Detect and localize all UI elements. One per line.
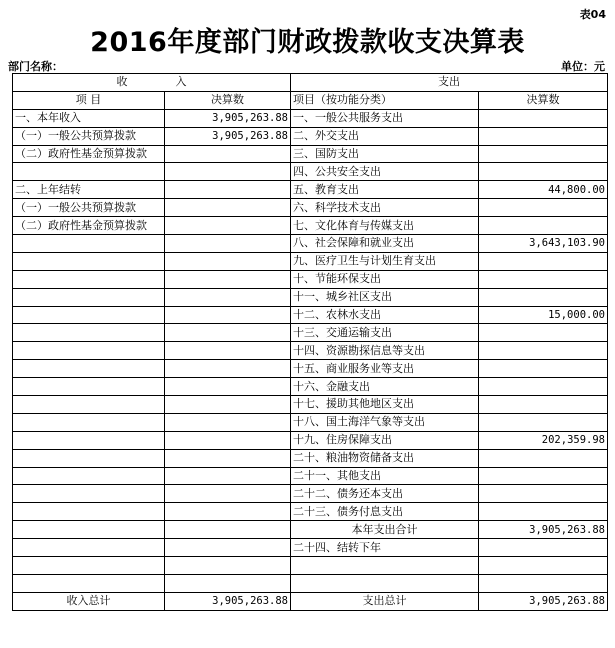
income-amount-cell	[165, 163, 291, 181]
expense-amount-cell	[479, 378, 608, 396]
department-name-label: 部门名称：	[8, 60, 63, 73]
table-row	[13, 574, 608, 592]
table-row	[13, 503, 608, 521]
expense-item-cell: 七、文化体育与传媒支出	[291, 217, 479, 235]
income-amount-cell	[165, 485, 291, 503]
table-row	[13, 413, 608, 431]
table-row	[13, 145, 608, 163]
income-item-cell: 一、本年收入	[13, 109, 165, 127]
expense-item-cell: 三、国防支出	[291, 145, 479, 163]
income-item-cell	[13, 378, 165, 396]
income-item-cell: 二、上年结转	[13, 181, 165, 199]
expense-amount-cell	[479, 217, 608, 235]
income-amount-cell	[165, 145, 291, 163]
income-item-cell	[13, 324, 165, 342]
expense-item-cell: 一、一般公共服务支出	[291, 109, 479, 127]
expense-item-cell: 九、医疗卫生与计划生育支出	[291, 252, 479, 270]
expense-amount-cell	[479, 324, 608, 342]
expense-item-cell: 十四、资源勘探信息等支出	[291, 342, 479, 360]
expense-amount-cell	[479, 574, 608, 592]
expense-amount-cell	[479, 270, 608, 288]
expense-item-cell	[291, 557, 479, 575]
table-row	[13, 270, 608, 288]
expense-item-cell: 八、社会保障和就业支出	[291, 235, 479, 253]
budget-table	[12, 73, 608, 611]
income-item-cell	[13, 485, 165, 503]
expense-amount-cell: 44,800.00	[479, 181, 608, 199]
income-amount-cell	[165, 235, 291, 253]
income-amount-cell	[165, 306, 291, 324]
income-item-cell: （二）政府性基金预算拨款	[13, 145, 165, 163]
income-item-cell	[13, 270, 165, 288]
income-item-cell	[13, 235, 165, 253]
expense-item-cell: 四、公共安全支出	[291, 163, 479, 181]
expense-total-amount: 3,905,263.88	[479, 592, 608, 610]
income-item-cell	[13, 163, 165, 181]
table-row	[13, 539, 608, 557]
income-item-header: 项 目	[13, 91, 165, 109]
income-total-label: 收入总计	[13, 592, 165, 610]
income-amount-cell	[165, 378, 291, 396]
income-section-header	[13, 74, 291, 92]
income-item-cell	[13, 449, 165, 467]
table-row	[13, 449, 608, 467]
expense-item-cell: 十三、交通运输支出	[291, 324, 479, 342]
expense-item-cell: 十、节能环保支出	[291, 270, 479, 288]
income-section-char-1: 收	[116, 75, 128, 89]
expense-amount-cell	[479, 199, 608, 217]
table-row	[13, 199, 608, 217]
income-amount-cell	[165, 521, 291, 539]
income-item-cell	[13, 396, 165, 414]
income-amount-cell	[165, 324, 291, 342]
expense-amount-cell	[479, 557, 608, 575]
income-amount-cell	[165, 574, 291, 592]
expense-item-cell: 十六、金融支出	[291, 378, 479, 396]
expense-amount-cell	[479, 413, 608, 431]
expense-item-cell: 二十二、债务还本支出	[291, 485, 479, 503]
expense-amount-cell	[479, 288, 608, 306]
expense-item-cell: 十五、商业服务业等支出	[291, 360, 479, 378]
expense-total-label: 支出总计	[291, 592, 479, 610]
income-amount-cell	[165, 539, 291, 557]
income-total-amount: 3,905,263.88	[165, 592, 291, 610]
income-item-cell: （一）一般公共预算拨款	[13, 199, 165, 217]
income-amount-cell	[165, 467, 291, 485]
table-row	[13, 324, 608, 342]
income-amount-cell: 3,905,263.88	[165, 127, 291, 145]
expense-amount-header: 决算数	[479, 91, 608, 109]
expense-item-cell: 二十三、债务付息支出	[291, 503, 479, 521]
income-amount-cell: 3,905,263.88	[165, 109, 291, 127]
expense-amount-cell	[479, 163, 608, 181]
expense-amount-cell: 202,359.98	[479, 431, 608, 449]
income-item-cell	[13, 413, 165, 431]
expense-item-cell: 五、教育支出	[291, 181, 479, 199]
expense-amount-cell	[479, 252, 608, 270]
expense-item-cell	[291, 574, 479, 592]
expense-amount-cell: 3,905,263.88	[479, 521, 608, 539]
income-section-char-2: 入	[175, 75, 187, 89]
income-item-cell	[13, 467, 165, 485]
expense-item-cell: 十二、农林水支出	[291, 306, 479, 324]
income-item-cell	[13, 503, 165, 521]
income-item-cell	[13, 306, 165, 324]
income-item-cell	[13, 360, 165, 378]
expense-amount-cell: 3,643,103.90	[479, 235, 608, 253]
table-row	[13, 467, 608, 485]
expense-amount-cell	[479, 503, 608, 521]
income-item-cell	[13, 557, 165, 575]
expense-item-cell: 二十一、其他支出	[291, 467, 479, 485]
income-item-cell	[13, 342, 165, 360]
income-amount-cell	[165, 431, 291, 449]
income-item-cell	[13, 539, 165, 557]
income-item-cell: （二）政府性基金预算拨款	[13, 217, 165, 235]
income-amount-cell	[165, 342, 291, 360]
table-row	[13, 235, 608, 253]
expense-amount-cell	[479, 127, 608, 145]
expense-amount-cell	[479, 485, 608, 503]
income-amount-cell	[165, 557, 291, 575]
expense-item-cell: 二十、粮油物资储备支出	[291, 449, 479, 467]
table-row	[13, 288, 608, 306]
income-amount-header: 决算数	[165, 91, 291, 109]
income-amount-cell	[165, 199, 291, 217]
table-row	[13, 127, 608, 145]
unit-label: 单位：元	[561, 60, 605, 73]
income-amount-cell	[165, 288, 291, 306]
expense-item-header: 项目（按功能分类）	[291, 91, 479, 109]
income-item-cell: （一）一般公共预算拨款	[13, 127, 165, 145]
expense-amount-cell	[479, 449, 608, 467]
expense-amount-cell	[479, 539, 608, 557]
income-amount-cell	[165, 360, 291, 378]
income-item-cell	[13, 288, 165, 306]
income-amount-cell	[165, 252, 291, 270]
totals-row	[13, 592, 608, 610]
form-code: 表04	[579, 8, 606, 21]
expense-amount-cell	[479, 396, 608, 414]
table-row	[13, 109, 608, 127]
expense-item-cell: 二十四、结转下年	[291, 539, 479, 557]
income-amount-cell	[165, 217, 291, 235]
expense-amount-cell	[479, 342, 608, 360]
table-row	[13, 521, 608, 539]
table-row	[13, 360, 608, 378]
expense-amount-cell	[479, 360, 608, 378]
expense-item-cell: 本年支出合计	[291, 521, 479, 539]
expense-section-header: 支出	[291, 74, 608, 92]
income-item-cell	[13, 252, 165, 270]
income-amount-cell	[165, 396, 291, 414]
income-amount-cell	[165, 413, 291, 431]
table-row	[13, 342, 608, 360]
table-row	[13, 217, 608, 235]
income-amount-cell	[165, 181, 291, 199]
table-row	[13, 252, 608, 270]
table-row	[13, 163, 608, 181]
expense-item-cell: 十八、国土海洋气象等支出	[291, 413, 479, 431]
income-item-cell	[13, 521, 165, 539]
table-row	[13, 181, 608, 199]
income-amount-cell	[165, 449, 291, 467]
expense-item-cell: 十一、城乡社区支出	[291, 288, 479, 306]
income-item-cell	[13, 431, 165, 449]
expense-item-cell: 十七、援助其他地区支出	[291, 396, 479, 414]
expense-amount-cell	[479, 467, 608, 485]
expense-amount-cell	[479, 109, 608, 127]
expense-item-cell: 二、外交支出	[291, 127, 479, 145]
page-title: 2016年度部门财政拨款收支决算表	[90, 27, 525, 58]
expense-amount-cell: 15,000.00	[479, 306, 608, 324]
table-row	[13, 557, 608, 575]
section-header-row	[13, 74, 608, 92]
income-amount-cell	[165, 270, 291, 288]
table-row	[13, 378, 608, 396]
table-row	[13, 485, 608, 503]
table-row	[13, 396, 608, 414]
table-row	[13, 306, 608, 324]
income-amount-cell	[165, 503, 291, 521]
income-item-cell	[13, 574, 165, 592]
expense-amount-cell	[479, 145, 608, 163]
column-header-row	[13, 91, 608, 109]
expense-item-cell: 六、科学技术支出	[291, 199, 479, 217]
expense-item-cell: 十九、住房保障支出	[291, 431, 479, 449]
table-row	[13, 431, 608, 449]
